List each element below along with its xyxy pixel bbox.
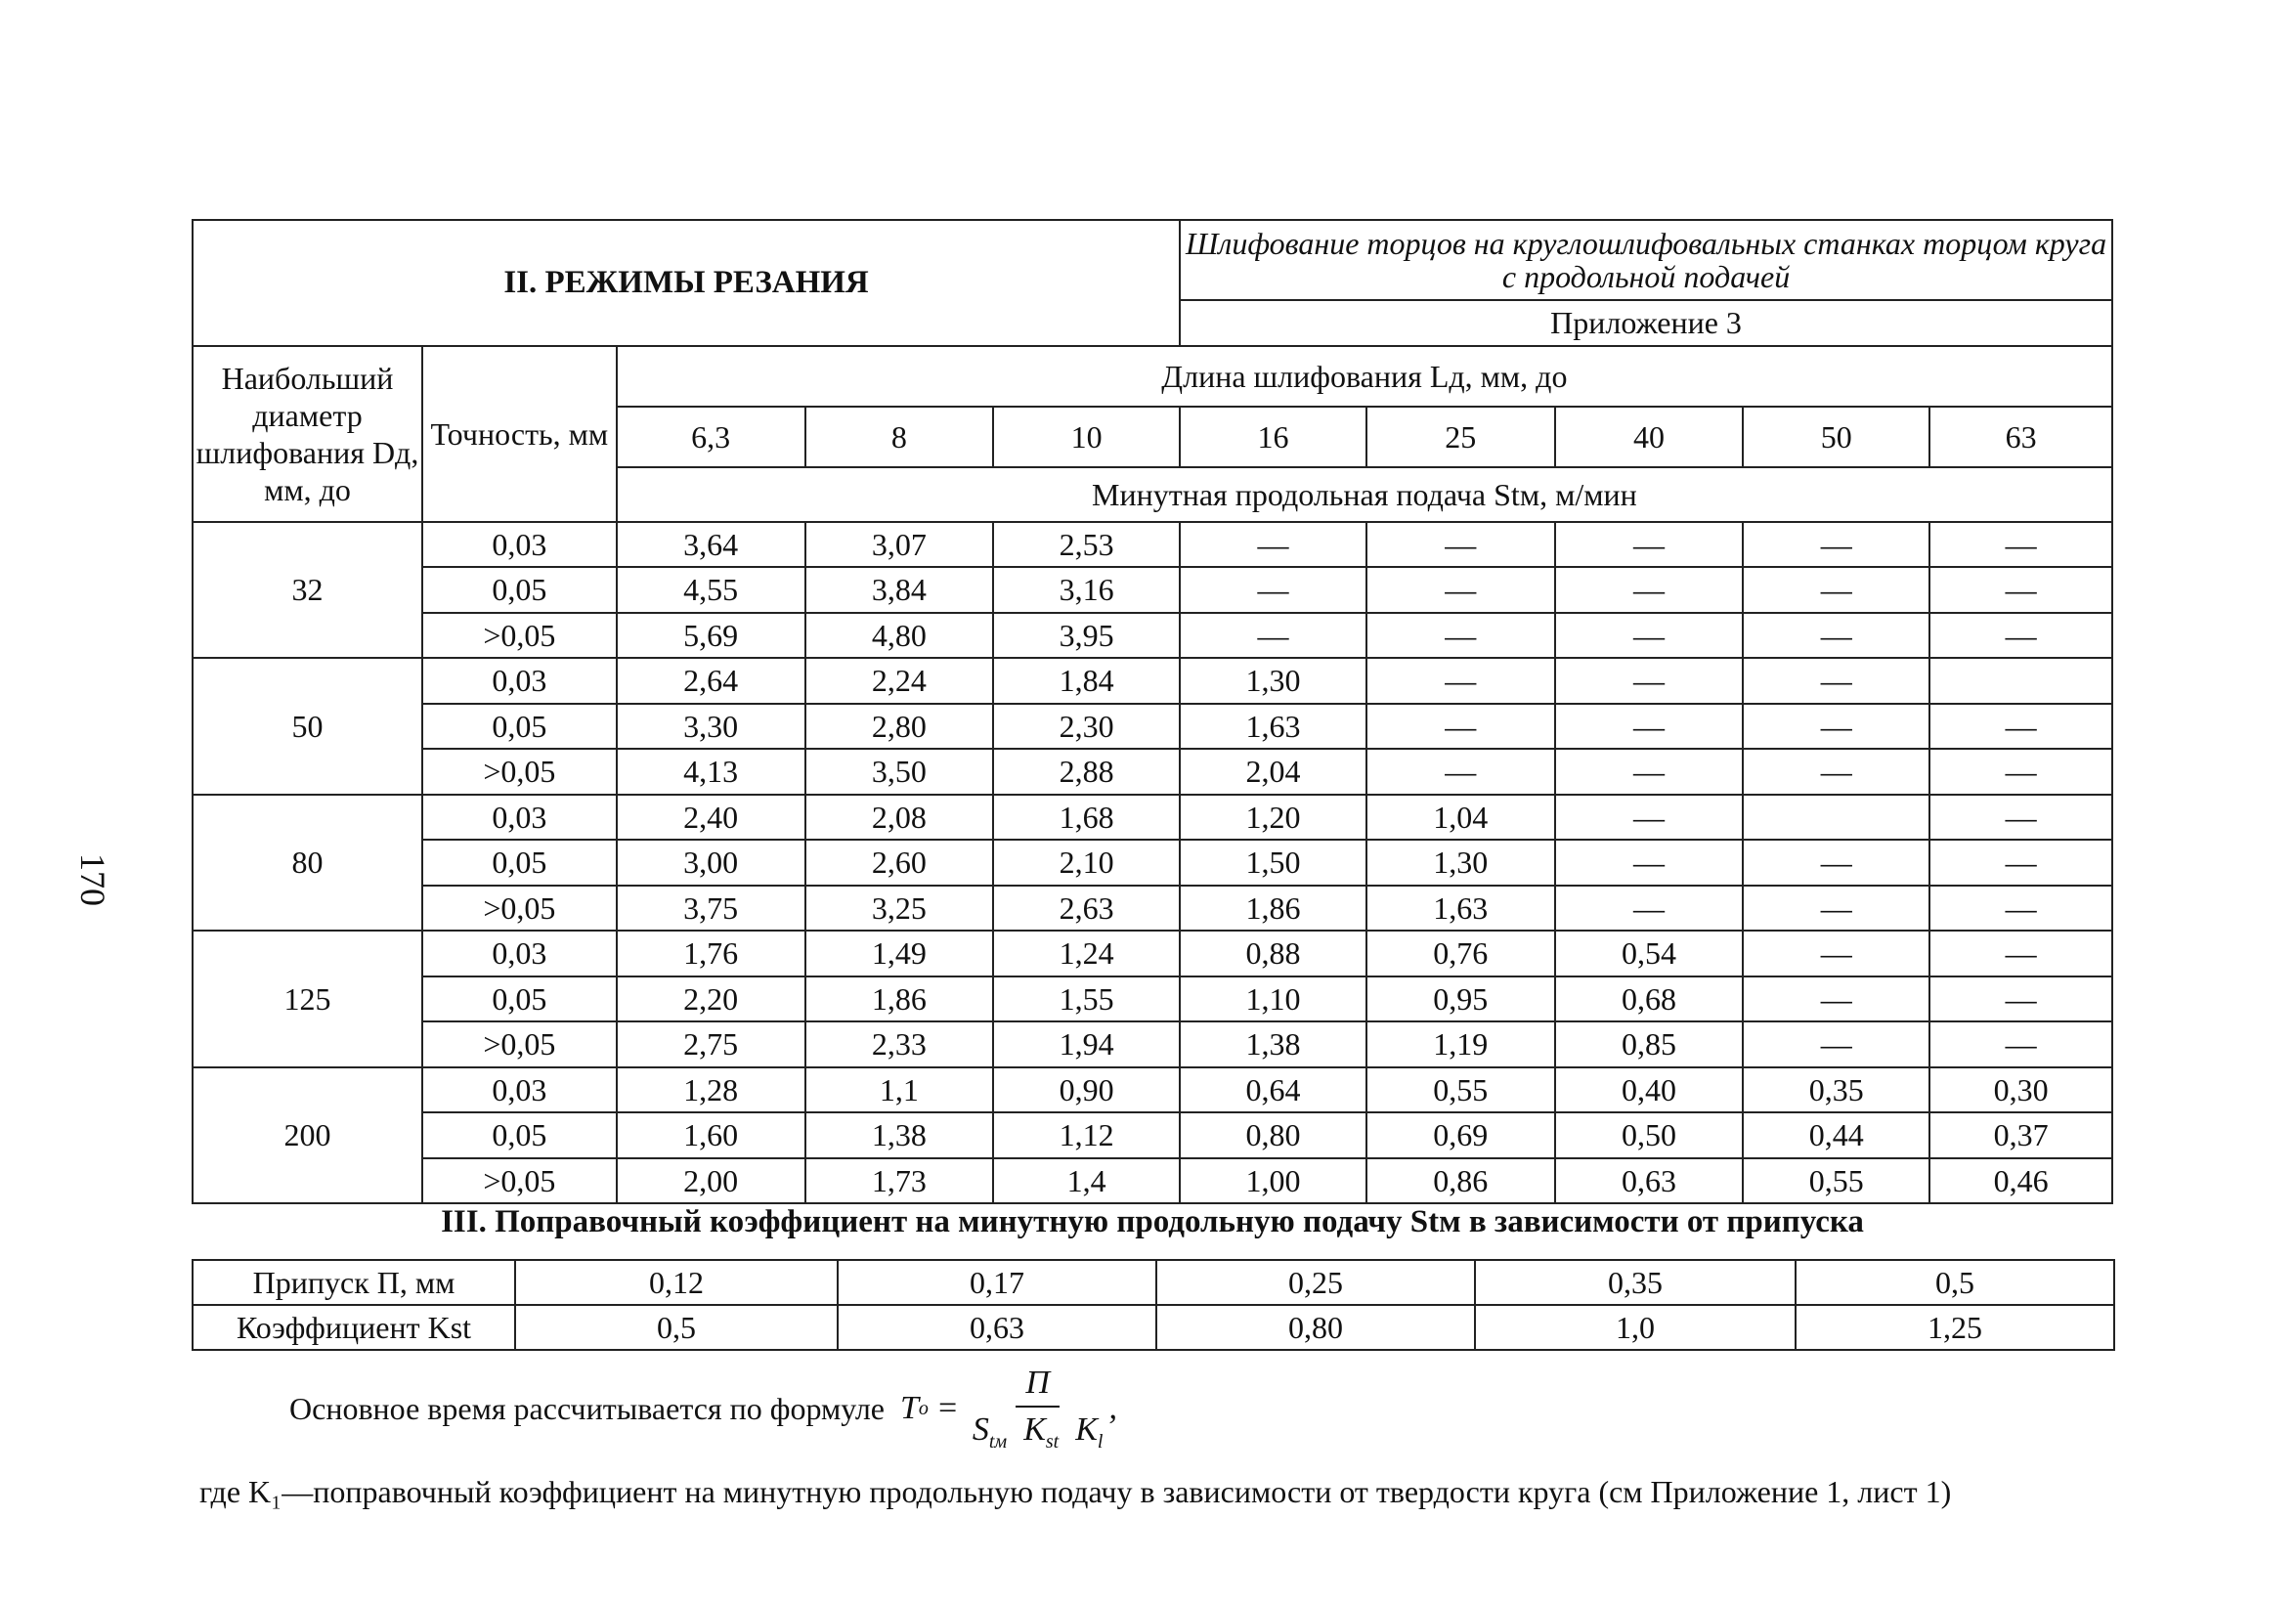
feed-value-cell: 1,55 [993,976,1180,1022]
feed-value-cell: 1,50 [1180,840,1366,886]
table-row [193,1021,2112,1067]
feed-value-cell: — [1366,613,1555,659]
table-row [193,749,2112,795]
feed-value-cell: 4,80 [805,613,994,659]
accuracy-cell: 0,05 [422,1112,617,1158]
diameter-cell: 50 [193,658,422,795]
formula-fraction: $\frac{П}{S_{tм} K_{st} K_l}$ [972,1365,1104,1453]
footnote: где K₁—поправочный коэффициент на минутную продольную подачу в зависимости от твердости круга (см Приложение 1, лист 1) [199,1474,1952,1509]
feed-value-cell: 0,40 [1555,1067,1744,1113]
length-header-cell: 63 [1929,407,2112,467]
page-number: 170 [73,853,112,906]
feed-value-cell: — [1743,1021,1929,1067]
feed-value-cell: — [1366,522,1555,568]
feed-value-cell: 1,10 [1180,976,1366,1022]
feed-value-cell: 1,38 [1180,1021,1366,1067]
feed-value-cell: — [1555,840,1744,886]
feed-value-cell: 3,50 [805,749,994,795]
allowance-label: Припуск П, мм [193,1260,515,1305]
feed-value-cell: — [1555,613,1744,659]
feed-value-cell: 3,00 [617,840,805,886]
table-row [193,522,2112,568]
coefficient-value: 0,5 [515,1305,838,1350]
coefficient-value: 1,0 [1475,1305,1796,1350]
feed-value-cell: 2,80 [805,704,994,750]
feed-value-cell: 1,28 [617,1067,805,1113]
feed-value-cell: 0,90 [993,1067,1180,1113]
feed-value-cell [1929,658,2112,704]
feed-value-cell: 0,86 [1366,1158,1555,1204]
feed-value-cell: 1,86 [1180,886,1366,932]
feed-value-cell: — [1929,931,2112,976]
feed-value-cell: 1,73 [805,1158,994,1204]
length-header-cell: 10 [993,407,1180,467]
feed-value-cell: — [1366,567,1555,613]
accuracy-cell: 0,05 [422,704,617,750]
feed-value-cell: 3,16 [993,567,1180,613]
feed-value-cell: 0,64 [1180,1067,1366,1113]
feed-value-cell: 1,19 [1366,1021,1555,1067]
feed-value-cell: 3,64 [617,522,805,568]
allowance-value: 0,17 [838,1260,1156,1305]
formula-line [289,1365,1117,1453]
diameter-cell: 80 [193,795,422,932]
feed-value-cell: — [1929,840,2112,886]
feed-value-cell: 0,80 [1180,1112,1366,1158]
feed-value-cell: 3,95 [993,613,1180,659]
feed-value-cell: 2,60 [805,840,994,886]
table-row [193,567,2112,613]
feed-value-cell: 2,88 [993,749,1180,795]
feed-value-cell: 1,20 [1180,795,1366,841]
feed-value-cell: 0,69 [1366,1112,1555,1158]
feed-value-cell: 2,08 [805,795,994,841]
feed-value-cell: 1,68 [993,795,1180,841]
feed-value-cell: 2,04 [1180,749,1366,795]
feed-value-cell: 0,37 [1929,1112,2112,1158]
accuracy-cell: >0,05 [422,1021,617,1067]
feed-value-cell: — [1555,704,1744,750]
feed-value-cell: — [1555,795,1744,841]
feed-value-cell: 2,53 [993,522,1180,568]
feed-header: Минутная продольная подача Stм, м/мин [617,467,2112,522]
table-row [193,658,2112,704]
feed-value-cell: 2,10 [993,840,1180,886]
feed-value-cell: — [1743,613,1929,659]
correction-table [192,1259,2115,1351]
allowance-value: 0,12 [515,1260,838,1305]
feed-value-cell: — [1743,567,1929,613]
feed-value-cell: — [1929,522,2112,568]
feed-value-cell: 0,44 [1743,1112,1929,1158]
coefficient-value: 0,80 [1156,1305,1475,1350]
length-header-cell: 25 [1366,407,1555,467]
table-row [193,613,2112,659]
table-row [193,886,2112,932]
feed-value-cell: — [1555,658,1744,704]
diameter-cell: 125 [193,931,422,1067]
feed-value-cell: — [1180,613,1366,659]
feed-value-cell: 1,76 [617,931,805,976]
feed-value-cell: 0,88 [1180,931,1366,976]
table-row [193,795,2112,841]
feed-value-cell: 2,24 [805,658,994,704]
table-row [193,1158,2112,1204]
feed-value-cell: — [1743,840,1929,886]
feed-value-cell: 4,55 [617,567,805,613]
feed-value-cell: 0,50 [1555,1112,1744,1158]
feed-value-cell: 2,64 [617,658,805,704]
appendix-label: Приложение 3 [1180,300,2112,346]
feed-value-cell: — [1743,976,1929,1022]
feed-value-cell: 1,4 [993,1158,1180,1204]
feed-value-cell: — [1555,567,1744,613]
table-row [193,931,2112,976]
feed-value-cell: 0,76 [1366,931,1555,976]
coefficient-label: Коэффициент Kst [193,1305,515,1350]
feed-value-cell: 0,54 [1555,931,1744,976]
diameter-cell: 200 [193,1067,422,1204]
feed-value-cell: 3,25 [805,886,994,932]
feed-value-cell: — [1929,704,2112,750]
length-header: Длина шлифования Lд, мм, до [617,346,2112,407]
feed-value-cell: 0,68 [1555,976,1744,1022]
accuracy-cell: 0,03 [422,931,617,976]
feed-value-cell: — [1743,522,1929,568]
feed-value-cell: 1,60 [617,1112,805,1158]
feed-value-cell: 1,94 [993,1021,1180,1067]
feed-value-cell: 3,30 [617,704,805,750]
allowance-value: 0,25 [1156,1260,1475,1305]
section3-title: III. Поправочный коэффициент на минутную продольную подачу Stм в зависимости от припуска [441,1204,1864,1239]
feed-value-cell: 1,1 [805,1067,994,1113]
feed-value-cell: 0,55 [1743,1158,1929,1204]
feed-value-cell: 1,86 [805,976,994,1022]
length-header-cell: 8 [805,407,994,467]
feed-value-cell: — [1929,613,2112,659]
feed-value-cell: 2,30 [993,704,1180,750]
section-title: II. РЕЖИМЫ РЕЗАНИЯ [193,220,1180,346]
accuracy-cell: 0,05 [422,976,617,1022]
feed-value-cell: 1,04 [1366,795,1555,841]
accuracy-cell: 0,03 [422,522,617,568]
allowance-value: 0,35 [1475,1260,1796,1305]
feed-value-cell: — [1180,567,1366,613]
feed-value-cell: — [1180,522,1366,568]
feed-value-cell: 1,49 [805,931,994,976]
time-formula: T o = $\frac{П}{S_{tм} K_{st} K_l}$ , [900,1365,1117,1453]
accuracy-cell: >0,05 [422,886,617,932]
feed-value-cell: — [1366,704,1555,750]
length-header-cell: 16 [1180,407,1366,467]
coefficient-value: 0,63 [838,1305,1156,1350]
feed-value-cell: — [1743,658,1929,704]
feed-value-cell: 1,84 [993,658,1180,704]
feed-value-cell: 0,63 [1555,1158,1744,1204]
table-row [193,1112,2112,1158]
feed-value-cell: 1,30 [1366,840,1555,886]
table-row [193,976,2112,1022]
feed-value-cell: 2,20 [617,976,805,1022]
accuracy-cell: 0,03 [422,658,617,704]
feed-value-cell: 3,84 [805,567,994,613]
feed-value-cell: 1,63 [1366,886,1555,932]
feed-value-cell: 0,85 [1555,1021,1744,1067]
accuracy-cell: 0,03 [422,1067,617,1113]
accuracy-cell: >0,05 [422,1158,617,1204]
coefficient-value: 1,25 [1796,1305,2114,1350]
feed-value-cell: — [1743,704,1929,750]
length-header-cell: 6,3 [617,407,805,467]
feed-value-cell: 1,38 [805,1112,994,1158]
feed-value-cell: 5,69 [617,613,805,659]
feed-value-cell: — [1929,976,2112,1022]
feed-value-cell: — [1929,795,2112,841]
feed-value-cell: — [1929,749,2112,795]
feed-value-cell: — [1555,749,1744,795]
feed-value-cell: 3,07 [805,522,994,568]
accuracy-cell: 0,03 [422,795,617,841]
feed-value-cell: 2,75 [617,1021,805,1067]
length-header-cell: 40 [1555,407,1744,467]
feed-value-cell: 0,95 [1366,976,1555,1022]
accuracy-column-header: Точность, мм [422,346,617,522]
feed-value-cell: 2,40 [617,795,805,841]
table-row [193,704,2112,750]
feed-value-cell: 2,63 [993,886,1180,932]
feed-value-cell: — [1743,886,1929,932]
feed-value-cell: 1,63 [1180,704,1366,750]
feed-value-cell: 0,30 [1929,1067,2112,1113]
feed-value-cell: 1,30 [1180,658,1366,704]
table-row [193,840,2112,886]
feed-value-cell: — [1929,1021,2112,1067]
feed-value-cell: 1,12 [993,1112,1180,1158]
feed-value-cell: 2,00 [617,1158,805,1204]
feed-value-cell: 2,33 [805,1021,994,1067]
feed-value-cell: — [1555,522,1744,568]
feed-value-cell: — [1929,567,2112,613]
formula-intro: Основное время рассчитывается по формуле [289,1390,885,1426]
allowance-value: 0,5 [1796,1260,2114,1305]
accuracy-cell: >0,05 [422,613,617,659]
feed-value-cell: — [1555,886,1744,932]
accuracy-cell: >0,05 [422,749,617,795]
accuracy-cell: 0,05 [422,840,617,886]
diameter-column-header: Наибольший диаметр шлифования Dд, мм, до [193,346,422,522]
table-row [193,1067,2112,1113]
feed-value-cell: — [1929,886,2112,932]
feed-value-cell: — [1743,749,1929,795]
cutting-modes-table [192,219,2113,1204]
feed-value-cell [1743,795,1929,841]
operation-title: Шлифование торцов на круглошлифовальных станках торцом круга с продольной подачей [1180,220,2112,300]
feed-value-cell: 0,46 [1929,1158,2112,1204]
feed-value-cell: — [1743,931,1929,976]
feed-value-cell: 0,35 [1743,1067,1929,1113]
feed-value-cell: 4,13 [617,749,805,795]
diameter-cell: 32 [193,522,422,659]
accuracy-cell: 0,05 [422,567,617,613]
feed-value-cell: 0,55 [1366,1067,1555,1113]
feed-value-cell: 1,00 [1180,1158,1366,1204]
feed-value-cell: — [1366,658,1555,704]
feed-value-cell: 3,75 [617,886,805,932]
feed-value-cell: — [1366,749,1555,795]
feed-value-cell: 1,24 [993,931,1180,976]
length-header-cell: 50 [1743,407,1929,467]
